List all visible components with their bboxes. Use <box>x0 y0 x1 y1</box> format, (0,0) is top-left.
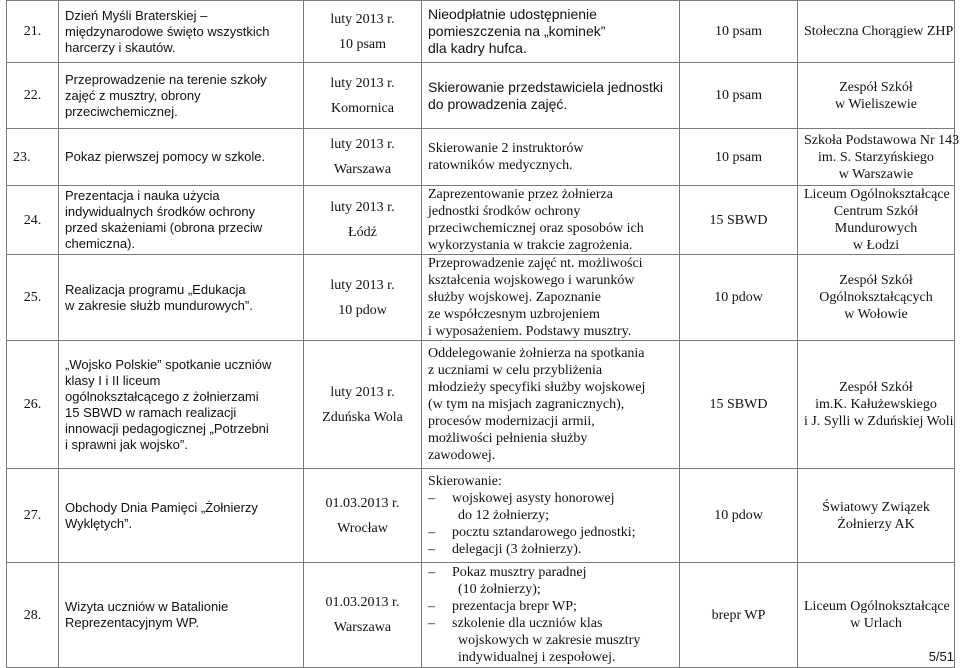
event-unit: 10 pdow <box>680 469 798 563</box>
event-title: Realizacja programu „Edukacja w zakresie służb mundurowych”. <box>59 255 304 341</box>
table-row <box>7 1 955 63</box>
event-description: Oddelegowanie żołnierza na spotkania z uczniami w celu przybliżenia młodzieży specyfiki służby wojskowej (w tym na misjach zagranicznych), procesów modernizacji armii, możliwości pełnienia służby zawodowej. <box>422 341 680 469</box>
table-row <box>7 255 955 341</box>
row-number: 28. <box>7 563 59 668</box>
list-item: – wojskowej asysty honorowej <box>428 491 615 506</box>
list-item: – pocztu sztandarowego jednostki; <box>428 525 636 540</box>
event-description: Zaprezentowanie przez żołnierza jednostki środków ochrony przeciwchemicznej oraz sposobów ich wykorzystania w trakcie zagrożenia. <box>422 186 680 255</box>
event-partner: Szkoła Podstawowa Nr 143 im. S. Starzyńskiego w Warszawie <box>798 129 955 186</box>
event-partner: Zespół Szkół Ogólnokształcących w Wołowie <box>798 255 955 341</box>
list-item: – delegacji (3 żołnierzy). <box>428 542 582 557</box>
row-number: 21. <box>7 1 59 63</box>
event-date-place: luty 2013 r. Komornica <box>304 63 422 129</box>
list-item: – szkolenie dla uczniów klas <box>428 616 603 631</box>
event-title: Dzień Myśli Braterskiej – międzynarodowe święto wszystkich harcerzy i skautów. <box>59 1 304 63</box>
list-item: – prezentacja brepr WP; <box>428 599 577 614</box>
row-number: 23. <box>7 129 59 186</box>
event-title: Wizyta uczniów w Batalionie Reprezentacyjnym WP. <box>59 563 304 668</box>
list-item: – Pokaz musztry paradnej <box>428 565 587 580</box>
row-number: 24. <box>7 186 59 255</box>
event-date-place: luty 2013 r. Łódź <box>304 186 422 255</box>
event-unit: 15 SBWD <box>680 341 798 469</box>
row-number: 25. <box>7 255 59 341</box>
row-number: 26. <box>7 341 59 469</box>
event-description: Skierowanie 2 instruktorów ratowników medycznych. <box>422 129 680 186</box>
event-date-place: luty 2013 r. 10 psam <box>304 1 422 63</box>
page-number: 5/51 <box>928 649 954 664</box>
event-title: „Wojsko Polskie” spotkanie uczniów klasy I i II liceum ogólnokształcącego z żołnierzami 15 SBWD w ramach realizacji innowacji pedagogicznej „Potrzebni i sprawni jak wojsko”. <box>59 341 304 469</box>
event-date-place: luty 2013 r. Zduńska Wola <box>304 341 422 469</box>
event-partner: Stołeczna Chorągiew ZHP <box>798 1 955 63</box>
event-date-place: luty 2013 r. 10 pdow <box>304 255 422 341</box>
event-description: Nieodpłatnie udostępnienie pomieszczenia na „kominek” dla kadry hufca. <box>422 1 680 63</box>
table-row <box>7 186 955 255</box>
event-partner: Zespół Szkół w Wieliszewie <box>798 63 955 129</box>
event-title: Pokaz pierwszej pomocy w szkole. <box>59 129 304 186</box>
table-row <box>7 63 955 129</box>
event-partner: Światowy Związek Żołnierzy AK <box>798 469 955 563</box>
event-title: Przeprowadzenie na terenie szkoły zajęć z musztry, obrony przeciwchemicznej. <box>59 63 304 129</box>
event-title: Obchody Dnia Pamięci „Żołnierzy Wyklętych”. <box>59 469 304 563</box>
event-title: Prezentacja i nauka użycia indywidualnych środków ochrony przed skażeniami (obrona przeciw chemiczna). <box>59 186 304 255</box>
table-row <box>7 469 955 563</box>
event-unit: 10 psam <box>680 63 798 129</box>
row-number: 22. <box>7 63 59 129</box>
events-table <box>6 0 960 668</box>
table-row <box>7 129 955 186</box>
event-date-place: 01.03.2013 r. Wrocław <box>304 469 422 563</box>
event-unit: 10 psam <box>680 129 798 186</box>
event-date-place: 01.03.2013 r. Warszawa <box>304 563 422 668</box>
row-number: 27. <box>7 469 59 563</box>
event-unit: 10 psam <box>680 1 798 63</box>
table-row <box>7 341 955 469</box>
event-unit: 10 pdow <box>680 255 798 341</box>
event-description: Skierowanie przedstawiciela jednostki do prowadzenia zajęć. <box>422 63 680 129</box>
event-description: Przeprowadzenie zajęć nt. możliwości kształcenia wojskowego i warunków służby wojskowej. Zapoznanie ze współczesnym uzbrojeniem i wyposażeniem. Podstawy musztry. <box>422 255 680 341</box>
table-row <box>7 563 955 668</box>
event-unit: 15 SBWD <box>680 186 798 255</box>
event-date-place: luty 2013 r. Warszawa <box>304 129 422 186</box>
event-partner: Zespół Szkół im.K. Kałużewskiego i J. Sylli w Zduńskiej Woli <box>798 341 955 469</box>
event-description: Skierowanie: – wojskowej asysty honorowej do 12 żołnierzy; – pocztu sztandarowego jednostki; – delegacji (3 żołnierzy). <box>422 469 680 563</box>
event-partner: Liceum Ogólnokształcące w Urlach <box>798 563 955 668</box>
event-partner: Liceum Ogólnokształcące Centrum Szkół Mundurowych w Łodzi <box>798 186 955 255</box>
event-unit: brepr WP <box>680 563 798 668</box>
event-description: – Pokaz musztry paradnej (10 żołnierzy); – prezentacja brepr WP; – szkolenie dla uczniów klas wojskowych w zakresie musztry indywidualnej i zespołowej. <box>422 563 680 668</box>
